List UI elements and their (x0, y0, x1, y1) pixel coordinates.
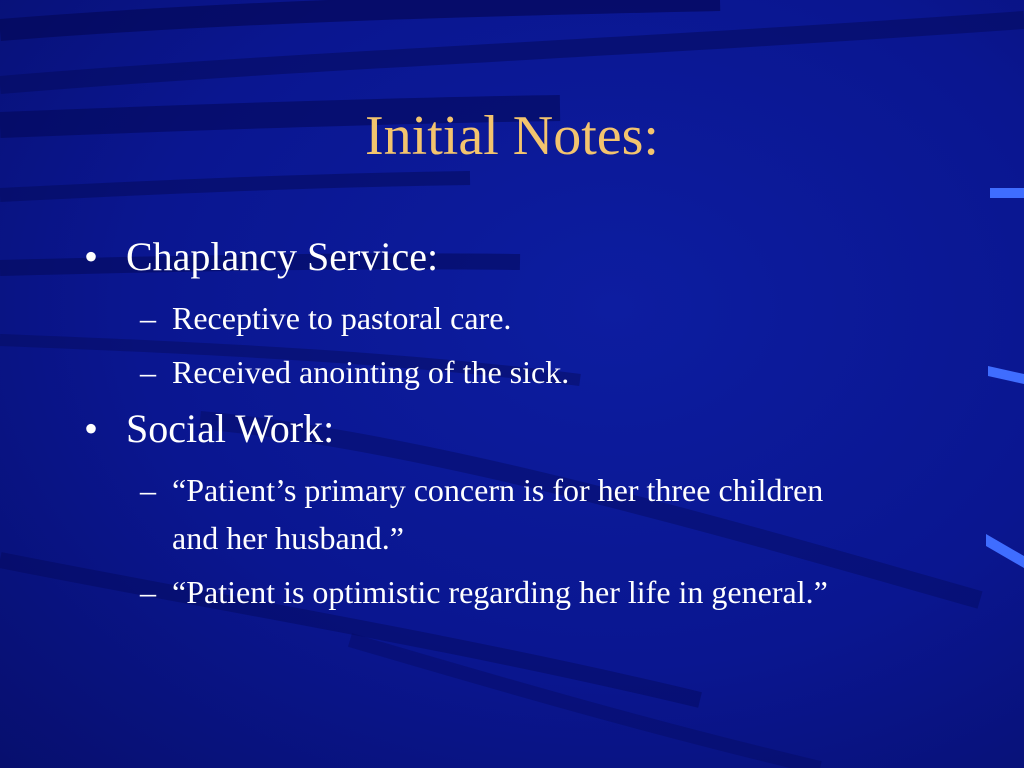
bullet-item (84, 230, 864, 284)
sub-bullet-item (84, 348, 864, 396)
sub-bullet-item (84, 568, 864, 616)
sub-bullet-item (84, 466, 864, 562)
sub-bullet-text: Received anointing of the sick. (172, 354, 570, 390)
section-social-work (84, 402, 864, 616)
bullet-text: Chaplancy Service: (126, 234, 439, 279)
bullet-text: Social Work: (126, 406, 335, 451)
sub-bullet-item (84, 294, 864, 342)
dash-icon: – (140, 472, 156, 508)
sub-bullet-text: Receptive to pastoral care. (172, 300, 512, 336)
slide-content (84, 230, 864, 622)
sub-bullet-text: “Patient is optimistic regarding her life in general.” (172, 574, 828, 610)
bullet-item (84, 402, 864, 456)
dash-icon: – (140, 574, 156, 610)
dash-icon: – (140, 300, 156, 336)
bullet-icon: • (84, 406, 99, 451)
sub-bullet-text: “Patient’s primary concern is for her three children and her husband.” (172, 472, 824, 556)
dash-icon: – (140, 354, 156, 390)
bullet-icon: • (84, 234, 99, 279)
slide-title: Initial Notes: (365, 105, 659, 167)
section-chaplancy (84, 230, 864, 396)
